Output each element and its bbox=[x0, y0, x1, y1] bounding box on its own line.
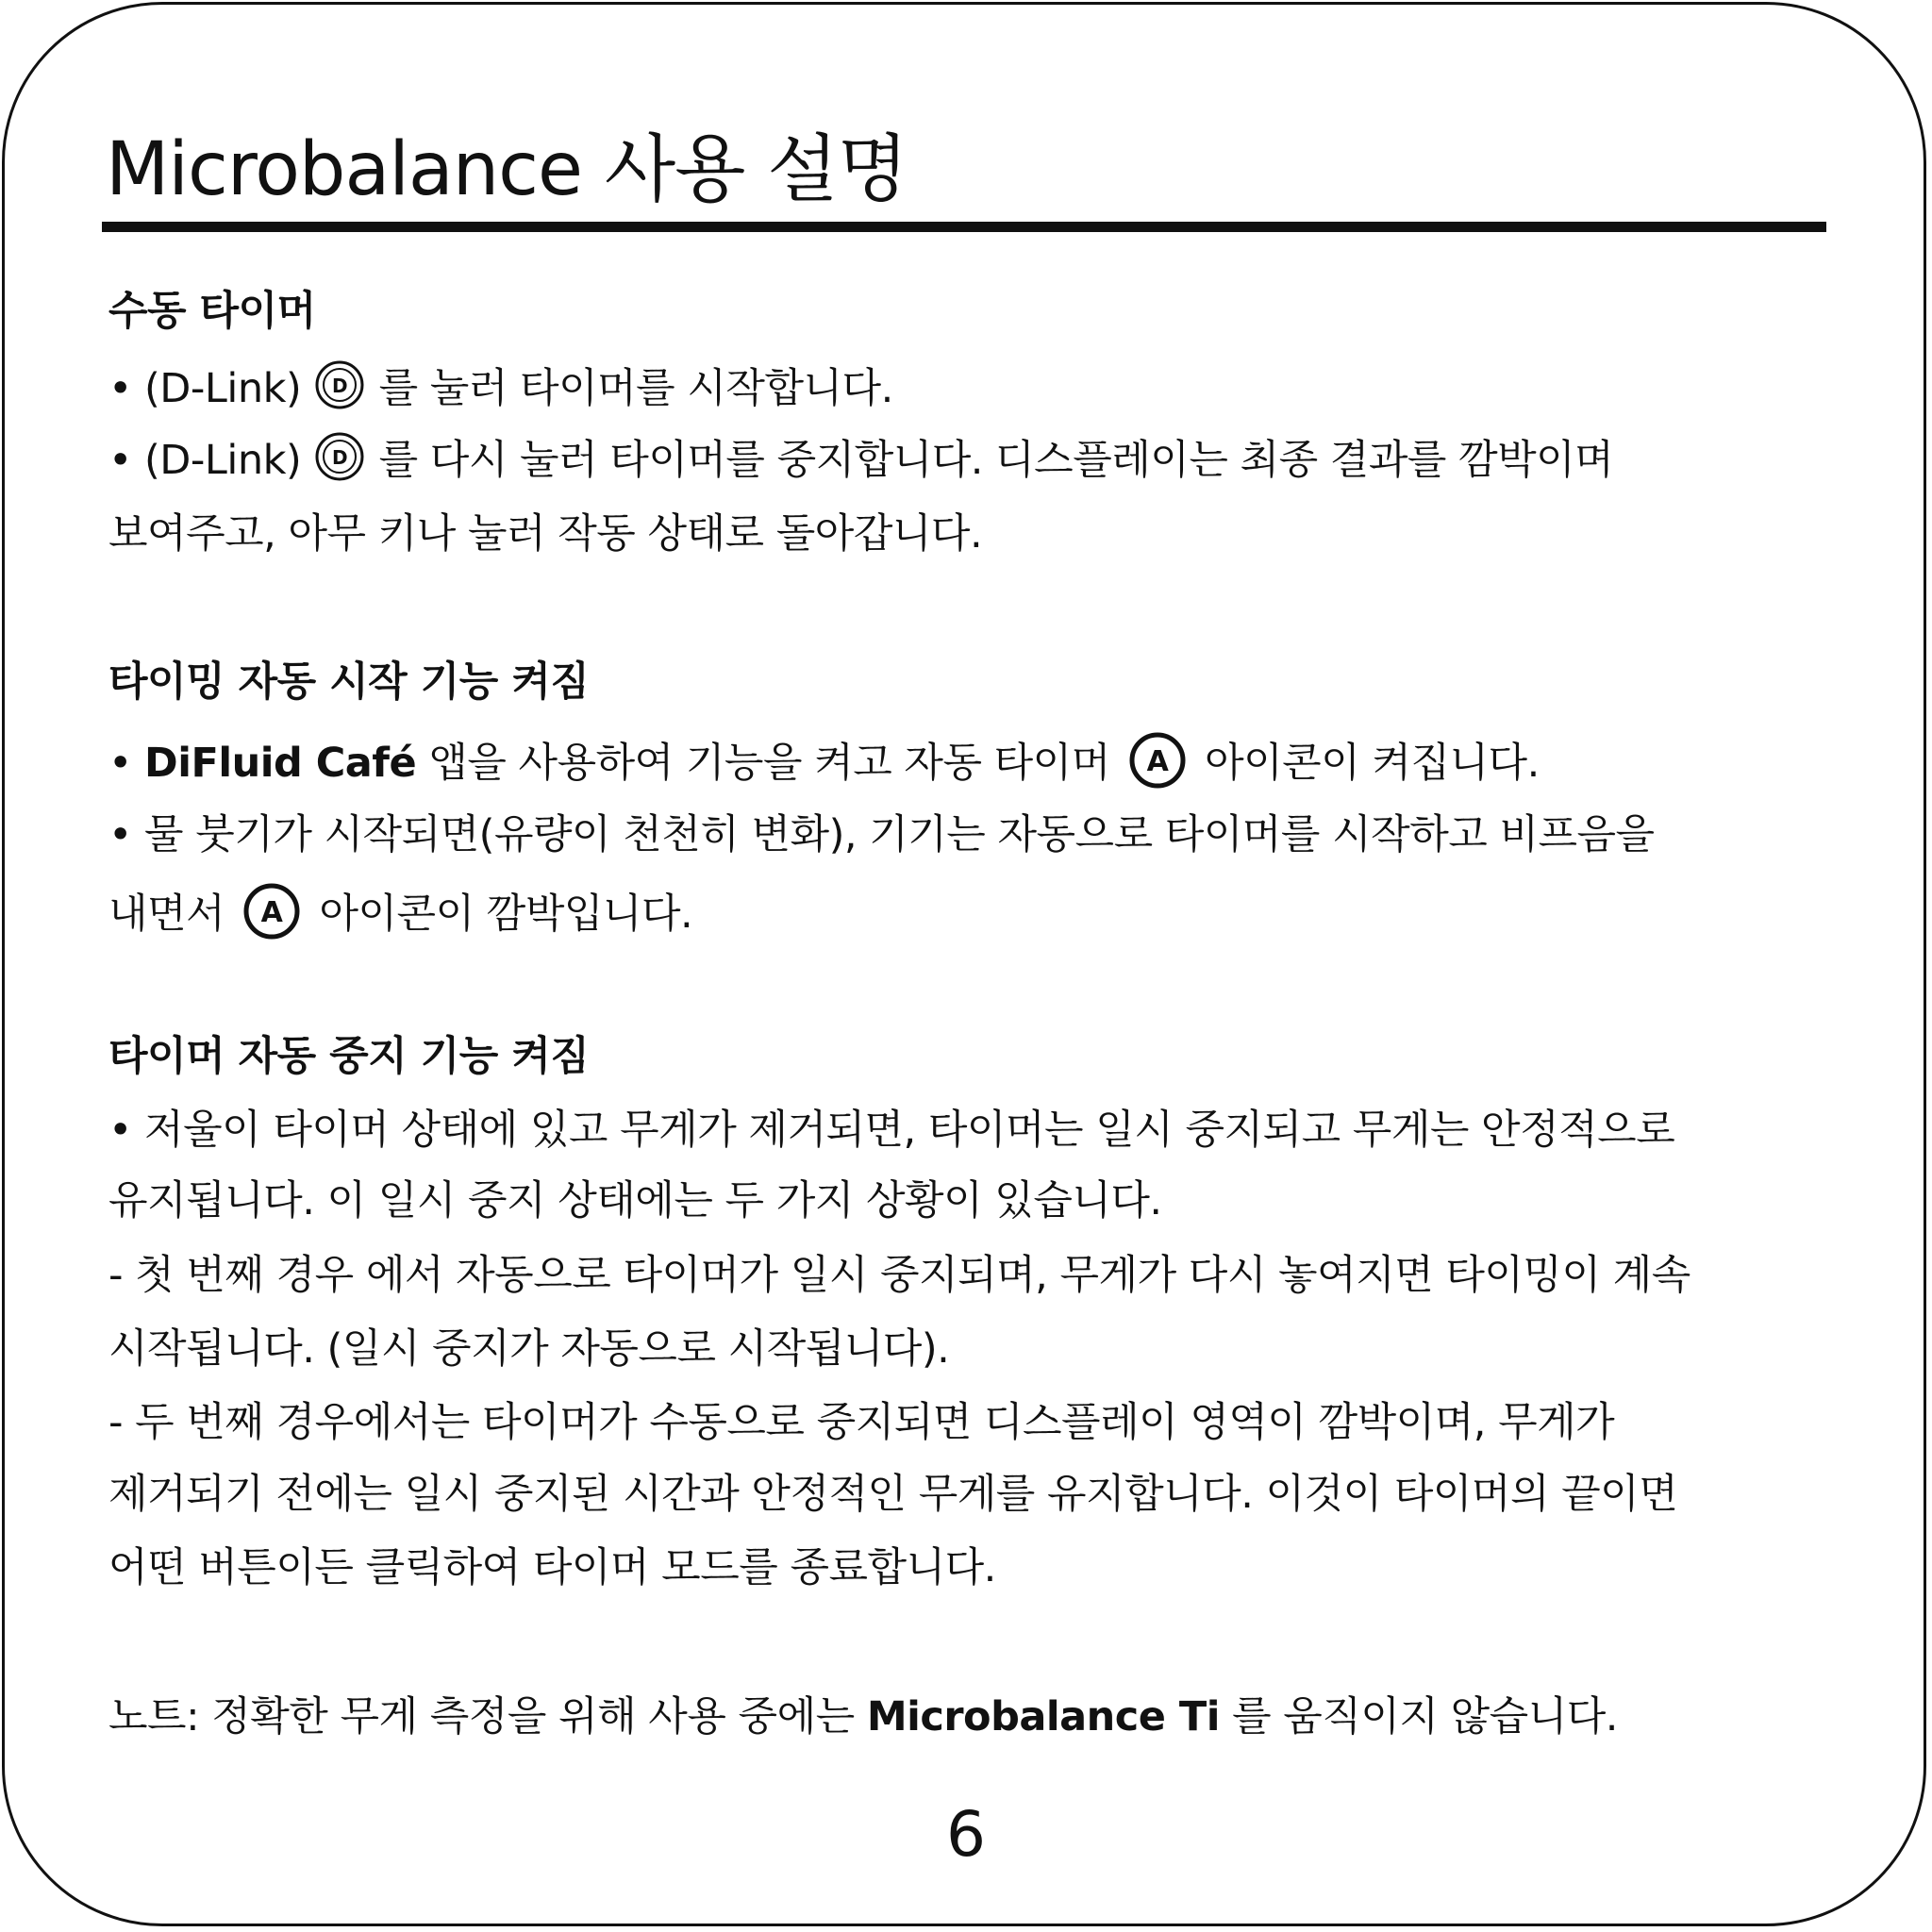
auto-start-heading: 타이밍 자동 시작 기능 켜짐 bbox=[108, 658, 590, 706]
manual-b1-prefix: • (D-Link) bbox=[108, 365, 314, 412]
auto-start-b2-prefix: 내면서 bbox=[108, 891, 238, 938]
auto-icon-letter: A bbox=[260, 896, 283, 929]
usage-note bbox=[108, 1689, 1618, 1745]
auto-stop-line-4: 시작됩니다. (일시 중지가 자동으로 시작됩니다). bbox=[108, 1325, 950, 1373]
auto-stop-line-7: 어떤 버튼이든 클릭하여 타이머 모드를 종료합니다. bbox=[108, 1544, 996, 1591]
auto-stop-line-3: - 첫 번째 경우 에서 자동으로 타이머가 일시 중지되며, 무게가 다시 놓여지면 타이밍이 계속 bbox=[108, 1252, 1690, 1299]
auto-start-bullet-app bbox=[108, 731, 1540, 791]
manual-b2-prefix: • (D-Link) bbox=[108, 437, 314, 484]
manual-bullet-stop bbox=[108, 430, 1613, 489]
auto-start-b1-mid: 앱을 사용하여 기능을 켜고 자동 타이머 bbox=[416, 740, 1123, 787]
manual-b1-suffix: 를 눌러 타이머를 시작합니다. bbox=[366, 365, 893, 412]
auto-timer-icon bbox=[1128, 731, 1187, 790]
dlink-icon-letter: D bbox=[332, 375, 348, 397]
manual-bullet-start bbox=[108, 358, 893, 417]
dlink-button-icon bbox=[313, 430, 366, 483]
page-number: 6 bbox=[946, 1798, 986, 1871]
auto-start-bullet-pour: • 물 붓기가 시작되면(유량이 천천히 변화), 기기는 자동으로 타이머를 시작하고 비프음을 bbox=[108, 811, 1655, 858]
auto-icon-letter: A bbox=[1146, 745, 1169, 778]
auto-stop-line-2: 유지됩니다. 이 일시 중지 상태에는 두 가지 상황이 있습니다. bbox=[108, 1177, 1162, 1224]
app-name: DiFluid Café bbox=[144, 740, 417, 787]
note-product: Microbalance Ti bbox=[866, 1693, 1220, 1740]
manual-timer-heading: 수동 타이머 bbox=[108, 288, 316, 335]
auto-timer-icon bbox=[242, 882, 301, 941]
auto-start-b2-suffix: 아이콘이 깜박입니다. bbox=[307, 891, 693, 938]
dlink-button-icon bbox=[313, 358, 366, 411]
page-title: Microbalance 사용 설명 bbox=[106, 127, 908, 212]
auto-start-b1-suffix: 아이콘이 켜집니다. bbox=[1191, 740, 1540, 787]
manual-bullet-stop-cont: 보여주고, 아무 키나 눌러 작동 상태로 돌아갑니다. bbox=[108, 510, 983, 558]
note-prefix: 노트: 정확한 무게 측정을 위해 사용 중에는 bbox=[108, 1693, 867, 1740]
auto-start-bullet-pour-cont bbox=[108, 882, 692, 942]
title-divider bbox=[102, 222, 1826, 232]
auto-stop-line-6: 제거되기 전에는 일시 중지된 시간과 안정적인 무게를 유지합니다. 이것이 타이머의 끝이면 bbox=[108, 1471, 1678, 1518]
dlink-icon-letter: D bbox=[332, 446, 348, 469]
auto-stop-line-1: • 저울이 타이머 상태에 있고 무게가 제거되면, 타이머는 일시 중지되고 무게는 안정적으로 bbox=[108, 1107, 1675, 1154]
auto-stop-line-5: - 두 번째 경우에서는 타이머가 수동으로 중지되면 디스플레이 영역이 깜박이며, 무게가 bbox=[108, 1399, 1615, 1446]
auto-stop-heading: 타이머 자동 중지 기능 켜짐 bbox=[108, 1033, 590, 1080]
manual-b2-suffix: 를 다시 눌러 타이머를 중지합니다. 디스플레이는 최종 결과를 깜박이며 bbox=[366, 437, 1614, 484]
note-suffix: 를 움직이지 않습니다. bbox=[1219, 1693, 1618, 1740]
auto-start-b1-bullet: • bbox=[108, 740, 145, 787]
